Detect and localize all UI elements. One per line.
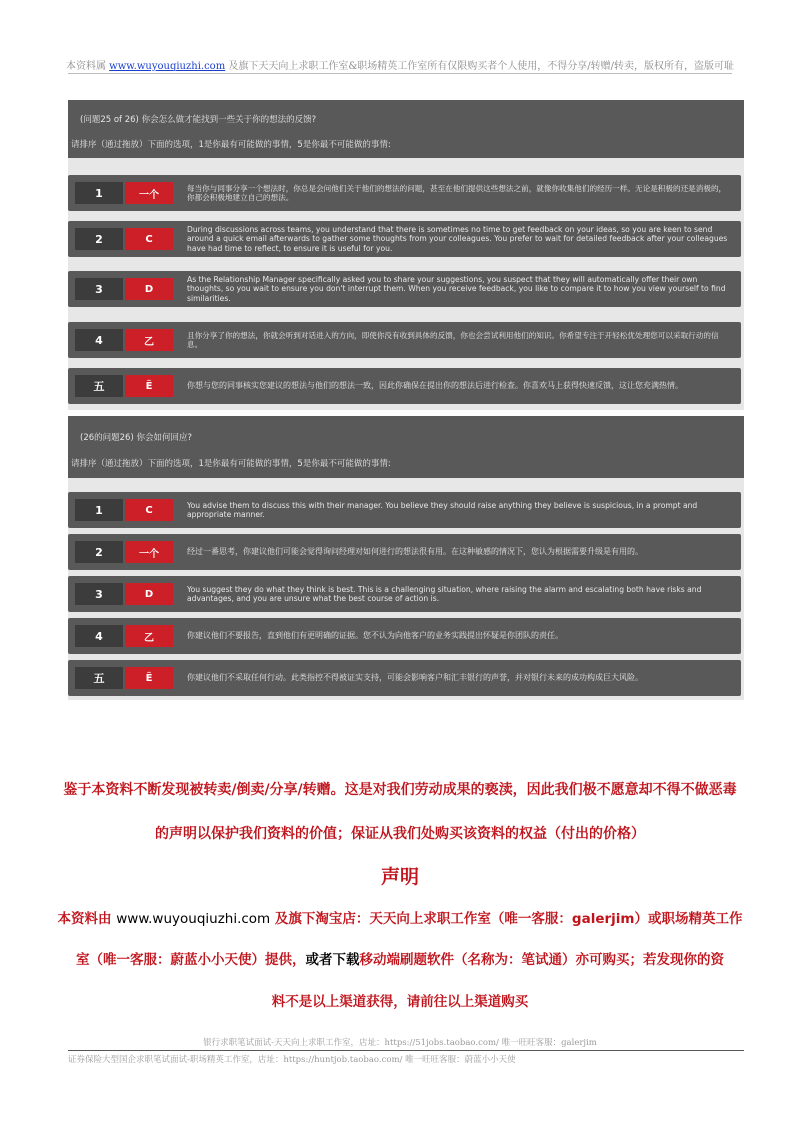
option-text: 每当你与同事分享一个想法时，你总是会问他们关于他们的想法的问题，甚至在他们提供这些想法之前，就像你收集他们的经历一样。无论是积极的还是消极的，你都会积极地建立自己的想法。 <box>187 183 727 202</box>
option-text: 你想与您的同事核实您建议的想法与他们的想法一致，因此你确保在提出你的想法后进行检查。你喜欢马上获得快速反馈，这让您充满热情。 <box>187 381 683 391</box>
option-text: You suggest they do what they think is best. This is a challenging situation, where raising the alarm and escalating both have risks and advantages, and you are unsure what the best course of action is. <box>187 584 702 603</box>
option-letter-badge: 一个 <box>125 541 173 563</box>
option-text: 且你分享了你的想法，你就会听到对话进入的方向，即使你没有收到具体的反馈，你也会尝试利用他们的知识。你希望专注于开轻松优处理您可以采取行动的信息。 <box>187 330 719 349</box>
q26-option-row[interactable] <box>68 492 741 528</box>
question-26-panel <box>68 416 744 700</box>
q26-option-row[interactable] <box>68 618 741 654</box>
q25-option-row[interactable] <box>68 322 741 358</box>
option-letter-badge: 乙 <box>125 329 173 351</box>
header-divider <box>68 73 732 74</box>
notice-line-3c: 及旗下淘宝店：天天向上求职工作室（唯一客服：galerjim）或职场精英工作 <box>274 911 743 927</box>
option-letter-badge: Ë <box>125 667 173 689</box>
option-letter-badge: 乙 <box>125 625 173 647</box>
notice-line-4c: 移动端刷题软件（名称为：笔试通）亦可购买；若发现你的资 <box>359 952 724 968</box>
q26-option-row[interactable] <box>68 660 741 696</box>
question-26-instruction: 请排序（通过拖放）下面的选项，1是你最有可能做的事情，5是你最不可能做的事情: <box>71 459 391 469</box>
footer-divider <box>68 1050 744 1051</box>
rank-number: 1 <box>75 182 123 204</box>
footer-line-2: 证券保险大型国企求职笔试面试-职场精英工作室，店址：https://huntjob.taobao.com/ 唯一旺旺客服：蔚蓝小小天使 <box>68 1055 516 1065</box>
notice-line-4 <box>0 948 800 968</box>
header-link[interactable]: www.wuyouqiuzhi.com <box>109 61 226 72</box>
q26-option-row[interactable] <box>68 534 741 570</box>
option-letter-badge: D <box>125 278 173 300</box>
notice-line-2: 的声明以保护我们资料的价值；保证从我们处购买该资料的权益（付出的价格） <box>155 826 645 842</box>
option-letter-badge: Ë <box>125 375 173 397</box>
rank-number: 五 <box>75 667 123 689</box>
rank-number: 1 <box>75 499 123 521</box>
rank-number: 4 <box>75 329 123 351</box>
option-letter-badge: C <box>125 499 173 521</box>
option-letter-badge: D <box>125 583 173 605</box>
notice-heading: 声明 <box>380 866 419 888</box>
q25-option-row[interactable] <box>68 271 741 307</box>
option-text: During discussions across teams, you understand that there is sometimes no time to get feedback on your ideas, so you are keen to send around a quick email afterwards to gather some thoughts from your colleagues. You prefer to wait for detailed feedback after your colleagues have had time to reflect, to ensure it is useful for you. <box>187 224 728 253</box>
option-letter-badge: C <box>125 228 173 250</box>
option-text: 你建议他们不要报告，直到他们有更明确的证据。您不认为向他客户的业务实践提出怀疑是你团队的责任。 <box>187 631 563 641</box>
notice-line-5: 料不是以上渠道获得，请前往以上渠道购买 <box>271 994 529 1010</box>
notice-line-1: 鉴于本资料不断发现被转卖/倒卖/分享/转赠。这是对我们劳动成果的亵渎，因此我们极不愿意却不得不做恶毒 <box>63 782 737 798</box>
footer-line-1: 银行求职笔试面试-天天向上求职工作室，店址：https://51jobs.taobao.com/ 唯一旺旺客服：galerjim <box>203 1038 597 1048</box>
option-text: 你建议他们不采取任何行动。此类指控不得被证实支持，可能会影响客户和汇丰银行的声誉，并对银行未来的成功构成巨大风险。 <box>187 673 643 683</box>
q26-option-row[interactable] <box>68 576 741 612</box>
question-26-header <box>68 416 744 478</box>
rank-number: 2 <box>75 541 123 563</box>
option-text: As the Relationship Manager specifically asked you to share your suggestions, you suspect that they will automatically offer their own thoughts, so you wait to ensure you don't interrupt them. When you receive feedback, you like to compare it to how you view yourself to find similarities. <box>187 274 726 303</box>
option-letter-badge: 一个 <box>125 182 173 204</box>
question-25-title: (问题25 of 26) 你会怎么做才能找到一些关于你的想法的反馈? <box>80 115 317 125</box>
notice-line-3a: 本资料由 <box>57 911 112 927</box>
question-25-instruction: 请排序（通过拖放）下面的选项，1是你最有可能做的事情，5是你最不可能做的事情: <box>71 140 391 150</box>
notice-line-4a: 室（唯一客服：蔚蓝小小天使）提供， <box>76 952 306 968</box>
option-text: You advise them to discuss this with their manager. You believe they should raise anything they believe is suspicious, in a prompt and appropriate manner. <box>187 500 698 519</box>
rank-number: 4 <box>75 625 123 647</box>
header-prefix: 本资料属 <box>65 61 106 72</box>
q25-option-row[interactable] <box>68 368 741 404</box>
notice-line-3 <box>0 907 800 927</box>
header-suffix: 及旗下天天向上求职工作室&职场精英工作室所有仅限购买者个人使用，不得分享/转赠/转卖，版权所有，盗版可耻 <box>228 61 735 72</box>
rank-number: 3 <box>75 278 123 300</box>
q25-option-row[interactable] <box>68 175 741 211</box>
rank-number: 五 <box>75 375 123 397</box>
notice-line-4b: 或者下载 <box>305 952 360 968</box>
question-25-header <box>68 100 744 158</box>
page-header <box>0 57 800 72</box>
question-25-panel <box>68 100 744 410</box>
q25-option-row[interactable] <box>68 221 741 257</box>
rank-number: 2 <box>75 228 123 250</box>
rank-number: 3 <box>75 583 123 605</box>
option-text: 经过一番思考，你建议他们可能会觉得询问经理对如何进行的想法很有用。在这种敏感的情况下，您认为根据需要升级是有用的。 <box>187 547 643 557</box>
question-26-title: (26的问题26) 你会如何回应? <box>80 433 192 443</box>
notice-site-link[interactable]: www.wuyouqiuzhi.com <box>116 911 271 927</box>
